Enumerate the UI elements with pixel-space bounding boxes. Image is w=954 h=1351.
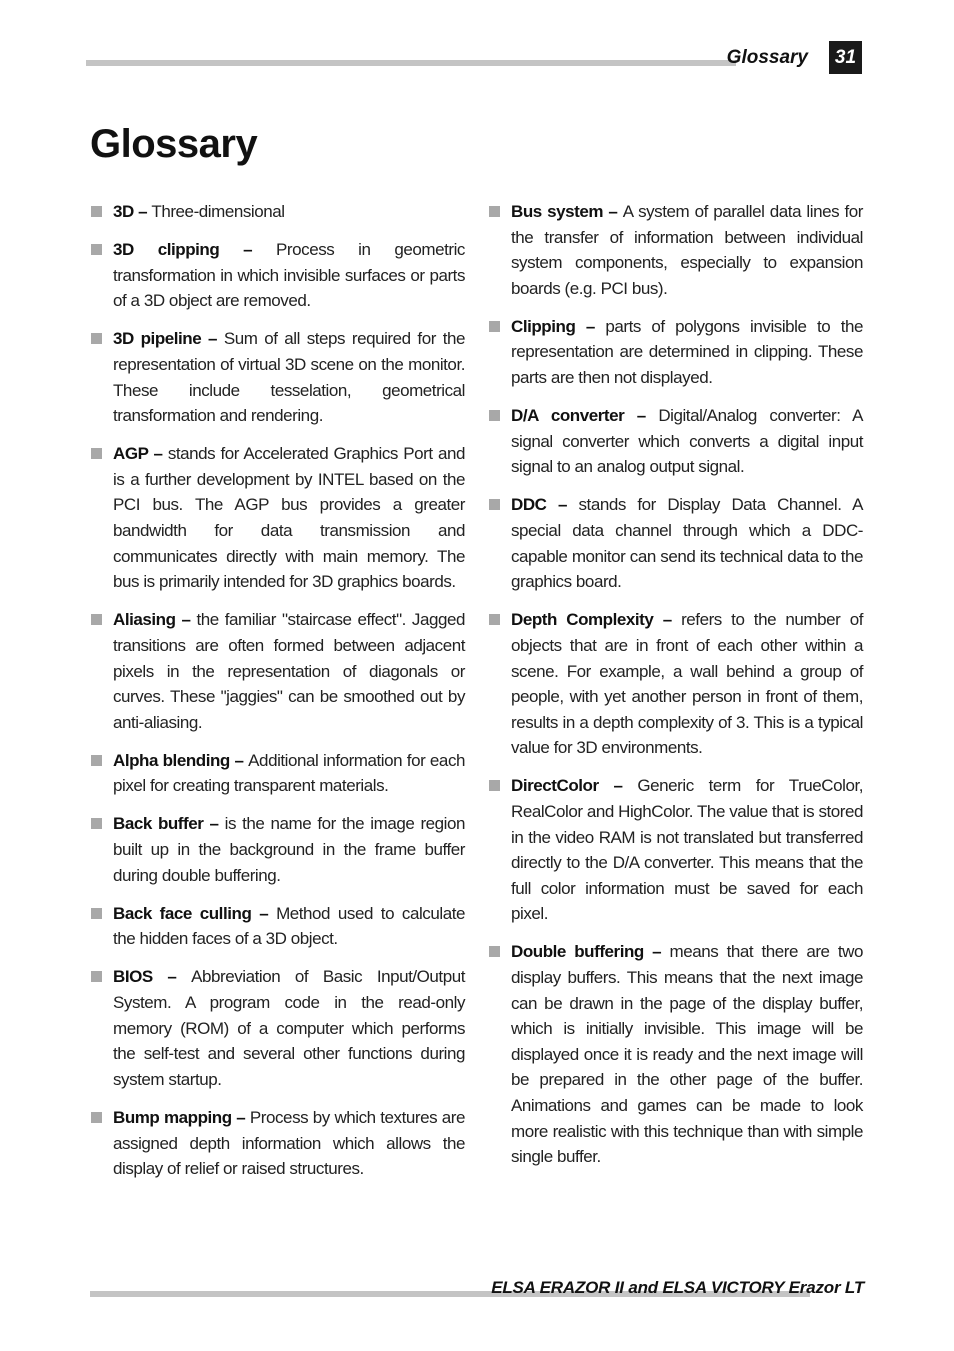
glossary-term: DDC — [511, 495, 547, 515]
glossary-entry — [486, 492, 863, 594]
square-bullet-icon — [489, 946, 500, 957]
glossary-entry — [88, 1105, 465, 1182]
glossary-term: Alpha blending — [113, 750, 230, 770]
glossary-entry — [88, 811, 465, 888]
glossary-term: 3D clipping — [113, 240, 220, 260]
glossary-term: Double buffering — [511, 942, 644, 962]
glossary-text — [511, 939, 863, 1169]
glossary-definition: refers to the number of objects that are in front of each other within a scene. For example, a wall behind a group of people, with yet another person in front of them, results in a depth complexity of 3. This is a typical value for 3D environments. — [511, 610, 863, 758]
term-separator: – — [219, 240, 277, 260]
glossary-text — [113, 748, 465, 799]
square-bullet-icon — [489, 410, 500, 421]
glossary-definition: Digital/Analog converter: A signal converter which converts a digital input signal to an analog output signal. — [511, 406, 863, 477]
page-number-badge — [829, 41, 862, 74]
glossary-term: Back buffer — [113, 814, 204, 834]
glossary-text — [113, 326, 465, 428]
term-separator: – — [203, 814, 225, 834]
glossary-definition: the familiar "staircase effect". Jagged transitions are often formed between adjacent pixels in the representation of diagonals or curves. These "jaggies" can be smoothed out by anti-aliasing. — [113, 610, 465, 732]
square-bullet-icon — [91, 448, 102, 459]
glossary-definition: Additional information for each pixel for creating transparent materials. — [113, 750, 465, 796]
term-separator: – — [251, 903, 277, 923]
glossary-text — [113, 237, 465, 314]
glossary-definition: A system of parallel data lines for the transfer of information between individual system components, especially to expansion boards (e.g. PCI bus). — [511, 202, 863, 298]
glossary-text — [113, 964, 465, 1092]
square-bullet-icon — [489, 206, 500, 217]
term-separator: – — [546, 495, 579, 515]
square-bullet-icon — [91, 1112, 102, 1123]
glossary-entry — [88, 441, 465, 595]
term-separator: – — [133, 202, 152, 221]
square-bullet-icon — [91, 818, 102, 829]
term-separator: – — [643, 942, 670, 962]
square-bullet-icon — [91, 755, 102, 766]
square-bullet-icon — [489, 499, 500, 510]
square-bullet-icon — [489, 780, 500, 791]
glossary-column-right — [486, 199, 863, 1182]
running-header-title: Glossary — [726, 47, 808, 68]
glossary-definition: Generic term for TrueColor, RealColor and HighColor. The value that is stored in the video RAM is not translated but transferred directly to the D/A converter. This means that the full color information must be saved for each pixel. — [511, 776, 863, 924]
footer-product-title: ELSA ERAZOR II and ELSA VICTORY Erazor LT — [491, 1278, 864, 1297]
term-separator: – — [603, 202, 623, 221]
glossary-entry — [88, 199, 465, 225]
term-separator: – — [598, 776, 638, 796]
glossary-term: Bus system — [511, 202, 604, 221]
square-bullet-icon — [489, 321, 500, 332]
glossary-column-left — [88, 199, 465, 1194]
term-separator: – — [148, 444, 168, 464]
glossary-definition: Method used to calculate the hidden faces of a 3D object. — [113, 903, 465, 949]
glossary-entry — [88, 326, 465, 428]
glossary-entry — [88, 964, 465, 1092]
glossary-text — [113, 1105, 465, 1182]
term-separator: – — [152, 967, 192, 987]
glossary-text — [511, 199, 863, 301]
glossary-text — [511, 403, 863, 480]
square-bullet-icon — [91, 971, 102, 982]
glossary-text — [113, 811, 465, 888]
glossary-term: Clipping — [511, 316, 576, 336]
term-separator: – — [231, 1107, 250, 1127]
glossary-entry — [88, 748, 465, 799]
glossary-text — [511, 773, 863, 927]
glossary-entry — [486, 403, 863, 480]
glossary-entry — [88, 901, 465, 952]
glossary-term: D/A converter — [511, 406, 625, 426]
glossary-text — [113, 441, 465, 595]
glossary-definition: Sum of all steps required for the representation of virtual 3D scene on the monitor. These include tesselation, geometrical transformation and rendering. — [113, 329, 465, 426]
page-title: Glossary — [90, 122, 258, 166]
glossary-term: AGP — [113, 444, 149, 464]
square-bullet-icon — [91, 908, 102, 919]
term-separator: – — [229, 750, 249, 770]
glossary-text — [113, 901, 465, 952]
glossary-text — [511, 314, 863, 391]
glossary-entry — [486, 199, 863, 301]
glossary-text — [113, 607, 465, 735]
glossary-term: BIOS — [113, 967, 153, 987]
glossary-term: Back face culling — [113, 903, 252, 923]
term-separator: – — [575, 316, 606, 336]
square-bullet-icon — [91, 244, 102, 255]
glossary-term: DirectColor — [511, 776, 599, 796]
glossary-text — [113, 199, 465, 225]
term-separator: – — [653, 610, 682, 630]
glossary-definition: is the name for the image region built up in the background in the frame buffer during double buffering. — [113, 814, 465, 885]
page-number: 31 — [834, 46, 857, 68]
glossary-definition: Abbreviation of Basic Input/Output System. A program code in the read-only memory (ROM) of a computer which performs the self-test and several other functions during system startup. — [113, 967, 465, 1089]
glossary-entry — [88, 607, 465, 735]
glossary-definition: Process by which textures are assigned depth information which allows the display of relief or raised structures. — [113, 1107, 465, 1179]
glossary-entry — [486, 314, 863, 391]
glossary-definition: Three-dimensional — [151, 202, 285, 221]
square-bullet-icon — [91, 333, 102, 344]
glossary-definition: stands for Accelerated Graphics Port and is a further development by INTEL based on the PCI bus. The AGP bus provides a greater bandwidth for data transmission and communicates directly with main memory. The bus is primarily intended for 3D graphics boards. — [113, 444, 465, 592]
glossary-definition: stands for Display Data Channel. A special data channel through which a DDC-capable monitor can send its technical data to the graphics board. — [511, 495, 863, 592]
glossary-definition: Process in geometric transformation in which invisible surfaces or parts of a 3D object are removed. — [113, 240, 465, 311]
glossary-term: 3D — [113, 202, 134, 221]
glossary-term: Depth Complexity — [511, 610, 654, 630]
glossary-term: 3D pipeline — [113, 329, 202, 349]
glossary-term: Bump mapping — [113, 1107, 232, 1127]
glossary-term: Aliasing — [113, 610, 176, 630]
glossary-definition: means that there are two display buffers. This means that the next image can be drawn in the page of the display buffer, which is initially invisible. This image will be displayed once it is ready and the next image will be prepared in the other page of the buffer. Animations and games can be made to look more realistic with this technique than with simple single buffer. — [511, 942, 863, 1167]
glossary-entry — [486, 939, 863, 1169]
term-separator: – — [624, 406, 659, 426]
glossary-entry — [486, 773, 863, 927]
square-bullet-icon — [91, 206, 102, 217]
square-bullet-icon — [489, 614, 500, 625]
square-bullet-icon — [91, 614, 102, 625]
term-separator: – — [201, 329, 224, 349]
glossary-entry — [486, 607, 863, 761]
glossary-definition: parts of polygons invisible to the representation are determined in clipping. These parts are then not displayed. — [511, 316, 863, 388]
glossary-text — [511, 492, 863, 594]
glossary-text — [511, 607, 863, 761]
header-rule — [86, 60, 736, 66]
term-separator: – — [175, 610, 197, 630]
glossary-entry — [88, 237, 465, 314]
